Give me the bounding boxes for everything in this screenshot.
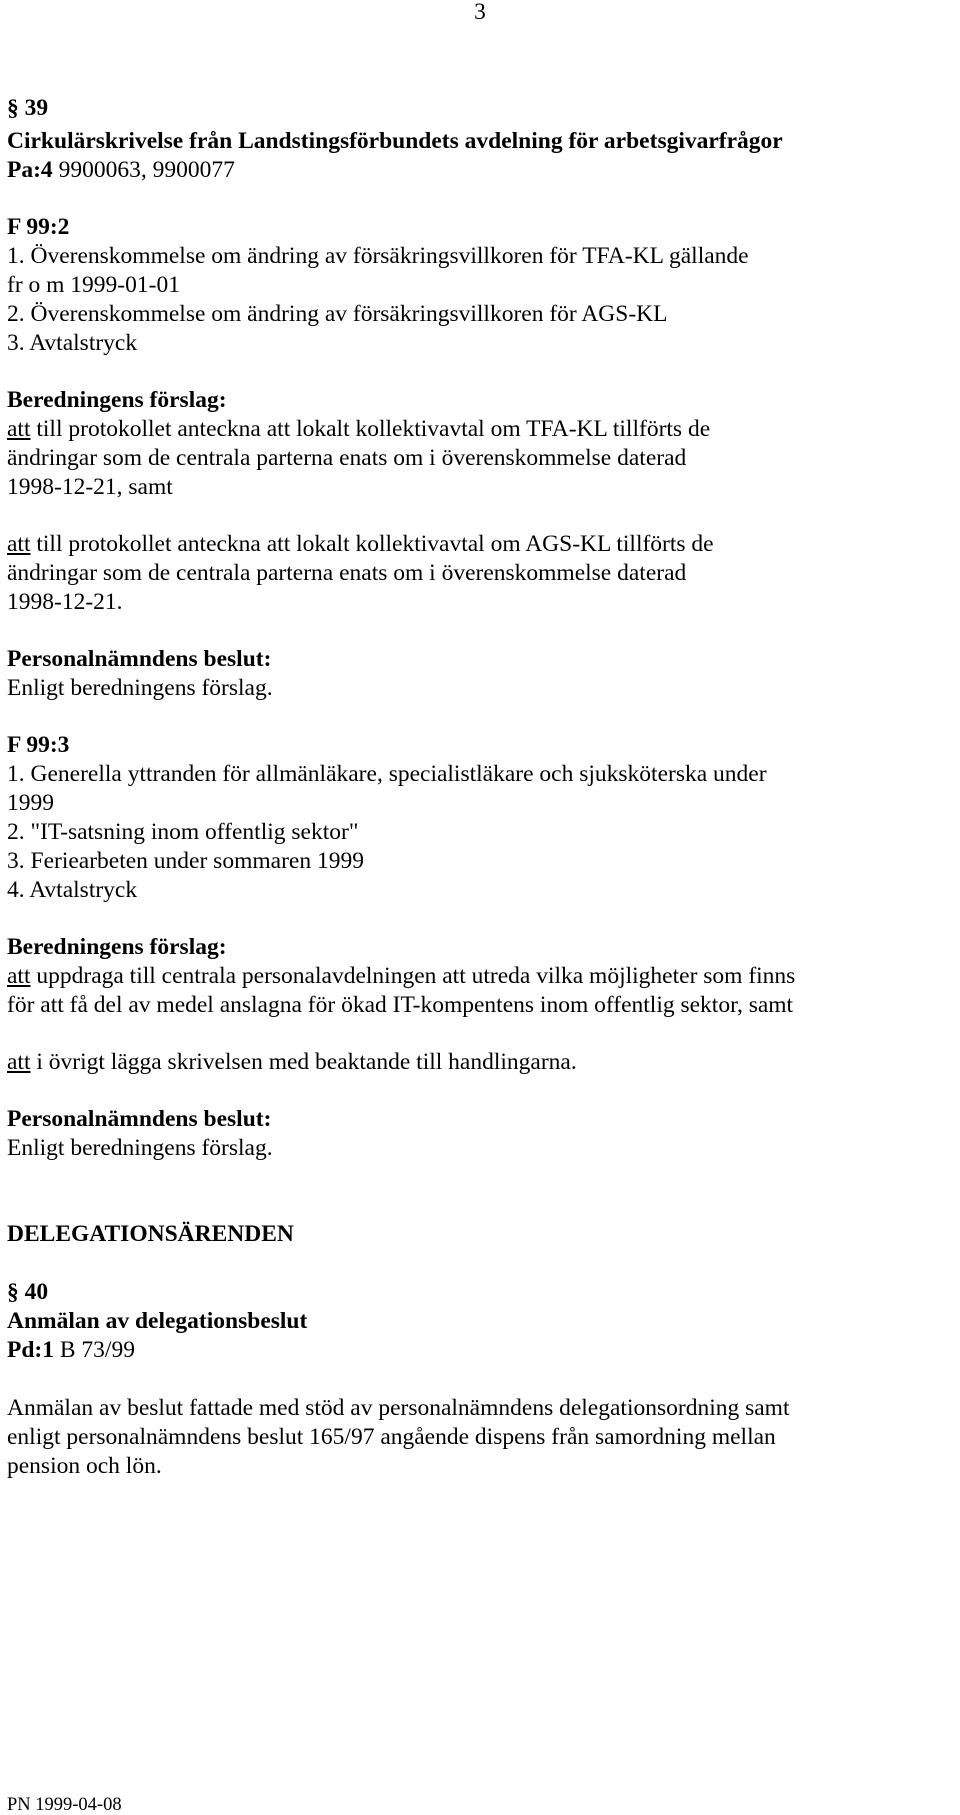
f99-2-heading: F 99:2 [7, 214, 70, 240]
f99-3-proposal-label: Beredningens förslag: [7, 934, 227, 960]
section-40-body-line: pension och lön. [7, 1453, 162, 1479]
f99-3-item: 3. Feriearbeten under sommaren 1999 [7, 848, 364, 874]
f99-2-item: 1. Överenskommelse om ändring av försäkringsvillkoren för TFA-KL gällande [7, 243, 749, 269]
delegation-heading: DELEGATIONSÄRENDEN [7, 1221, 294, 1247]
att-text: till protokollet anteckna att lokalt kollektivavtal om TFA-KL tillförts de [30, 416, 711, 442]
f99-2-att-1-line: 1998-12-21, samt [7, 474, 173, 500]
section-40-body-line: Anmälan av beslut fattade med stöd av personalnämndens delegationsordning samt [7, 1395, 790, 1421]
f99-2-item: fr o m 1999-01-01 [7, 272, 180, 298]
f99-2-proposal-label: Beredningens förslag: [7, 387, 227, 413]
section-40-paragraph: § 40 [7, 1279, 49, 1305]
page-number: 3 [474, 0, 486, 25]
f99-3-item: 1. Generella yttranden för allmänläkare, specialistläkare och sjuksköterska under [7, 761, 767, 787]
f99-3-item: 2. "IT-satsning inom offentlig sektor" [7, 819, 359, 845]
f99-2-decision-label: Personalnämndens beslut: [7, 646, 272, 672]
f99-3-att-2-line [7, 1046, 577, 1079]
section-39-paragraph: § 39 [7, 95, 49, 121]
f99-3-item: 1999 [7, 790, 54, 816]
att-keyword: att [7, 963, 31, 989]
f99-3-decision-label: Personalnämndens beslut: [7, 1106, 272, 1132]
att-keyword: att [7, 531, 31, 557]
section-40-body-line: enligt personalnämndens beslut 165/97 angående dispens från samordning mellan [7, 1424, 776, 1450]
f99-3-decision-text: Enligt beredningens förslag. [7, 1135, 273, 1161]
footer-date: PN 1999-04-08 [7, 1795, 122, 1815]
reference-value: 9900063, 9900077 [52, 157, 235, 183]
f99-2-att-2-line: ändringar som de centrala parterna enats om i överenskommelse daterad [7, 560, 687, 586]
section-40-reference [7, 1334, 135, 1367]
att-keyword: att [7, 1049, 31, 1075]
reference-value: B 73/99 [54, 1337, 135, 1363]
reference-label: Pd:1 [7, 1337, 54, 1363]
section-40-title: Anmälan av delegationsbeslut [7, 1308, 308, 1334]
f99-2-att-1-line: ändringar som de centrala parterna enats om i överenskommelse daterad [7, 445, 687, 471]
f99-2-item: 3. Avtalstryck [7, 330, 138, 356]
section-39-title: Cirkulärskrivelse från Landstingsförbundets avdelning för arbetsgivarfrågor [7, 128, 783, 154]
att-keyword: att [7, 416, 31, 442]
f99-2-att-2-line: 1998-12-21. [7, 589, 123, 615]
reference-label: Pa:4 [7, 157, 53, 183]
f99-2-decision-text: Enligt beredningens förslag. [7, 675, 273, 701]
section-39-reference [7, 154, 235, 187]
att-text: till protokollet anteckna att lokalt kollektivavtal om AGS-KL tillförts de [30, 531, 714, 557]
att-text: i övrigt lägga skrivelsen med beaktande till handlingarna. [30, 1049, 577, 1075]
f99-3-heading: F 99:3 [7, 732, 70, 758]
att-text: uppdraga till centrala personalavdelningen att utreda vilka möjligheter som finns [30, 963, 796, 989]
f99-2-item: 2. Överenskommelse om ändring av försäkringsvillkoren för AGS-KL [7, 301, 668, 327]
f99-3-item: 4. Avtalstryck [7, 877, 138, 903]
f99-3-att-1-line: för att få del av medel anslagna för ökad IT-kompentens inom offentlig sektor, samt [7, 992, 794, 1018]
